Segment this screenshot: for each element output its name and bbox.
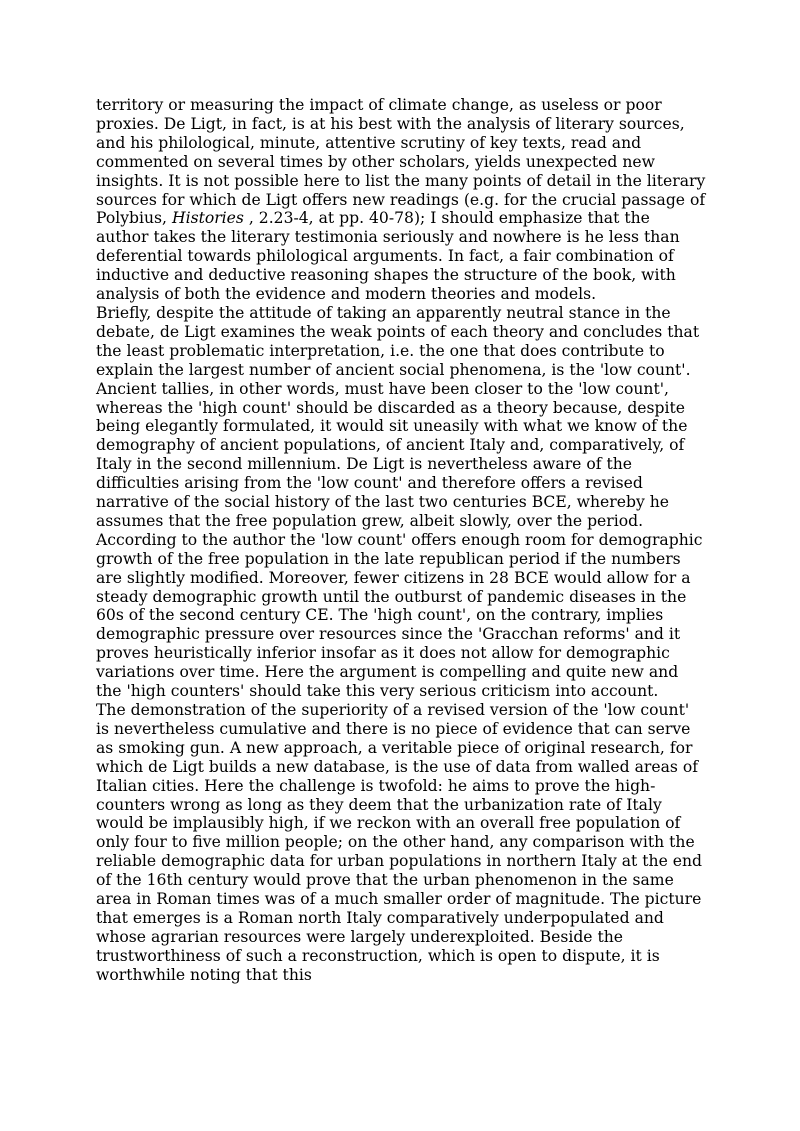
paragraph-1-text-b: , 2.23-4, at pp. 40-78); I should emphasize that the author takes the literary testimonia seriously and nowhere is he less than deferential towards philological arguments. In fact, a fair combination of inductive and deductive reasoning shapes the structure of the book, with analysis of both the evidence and modern theories and models. <box>96 209 680 304</box>
paragraph-1-text-a: territory or measuring the impact of climate change, as useless or poor proxies. De Ligt, in fact, is at his best with the analysis of literary sources, and his philological, minute, attentive scrutiny of key texts, read and commented on several times by other scholars, yields unexpected new insights. It is not possible here to list the many points of detail in the literary sources for which de Ligt offers new readings (e.g. for the crucial passage of Polybius, <box>96 96 706 228</box>
paragraph-3: The demonstration of the superiority of a revised version of the 'low count' is nevertheless cumulative and there is no piece of evidence that can serve as smoking gun. A new approach, a veritable piece of original research, for which de Ligt builds a new database, is the use of data from walled areas of Italian cities. Here the challenge is twofold: he aims to prove the high-counters wrong as long as they deem that the urbanization rate of Italy would be implausibly high, if we reckon with an overall free population of only four to five million people; on the other hand, any comparison with the reliable demographic data for urban populations in northern Italy at the end of the 16th century would prove that the urban phenomenon in the same area in Roman times was of a much smaller order of magnitude. The picture that emerges is a Roman north Italy comparatively underpopulated and whose agrarian resources were largely underexploited. Beside the trustworthiness of such a reconstruction, which is open to dispute, it is worthwhile noting that this <box>96 701 703 984</box>
paragraph-2: Briefly, despite the attitude of taking an apparently neutral stance in the debate, de Ligt examines the weak points of each theory and concludes that the least problematic interpretation, i.e. the one that does contribute to explain the largest number of ancient social phenomena, is the 'low count'. Ancient tallies, in other words, must have been closer to the 'low count', whereas the 'high count' should be discarded as a theory because, despite being elegantly formulated, it would sit uneasily with what we know of the demography of ancient populations, of ancient Italy and, comparatively, of Italy in the second millennium. De Ligt is nevertheless aware of the difficulties arising from the 'low count' and therefore offers a revised narrative of the social history of the last two centuries BCE, whereby he assumes that the free population grew, albeit slowly, over the period. According to the author the 'low count' offers enough room for demographic growth of the free population in the late republican period if the numbers are slightly modified. Moreover, fewer citizens in 28 BCE would allow for a steady demographic growth until the outburst of pandemic diseases in the 60s of the second century CE. The 'high count', on the contrary, implies demographic pressure over resources since the 'Gracchan reforms' and it proves heuristically inferior insofar as it does not allow for demographic variations over time. Here the argument is compelling and quite new and the 'high counters' should take this very serious criticism into account. <box>96 303 703 701</box>
work-title-histories: Histories <box>171 209 244 228</box>
document-page <box>96 96 706 985</box>
paragraph-1 <box>96 96 706 304</box>
